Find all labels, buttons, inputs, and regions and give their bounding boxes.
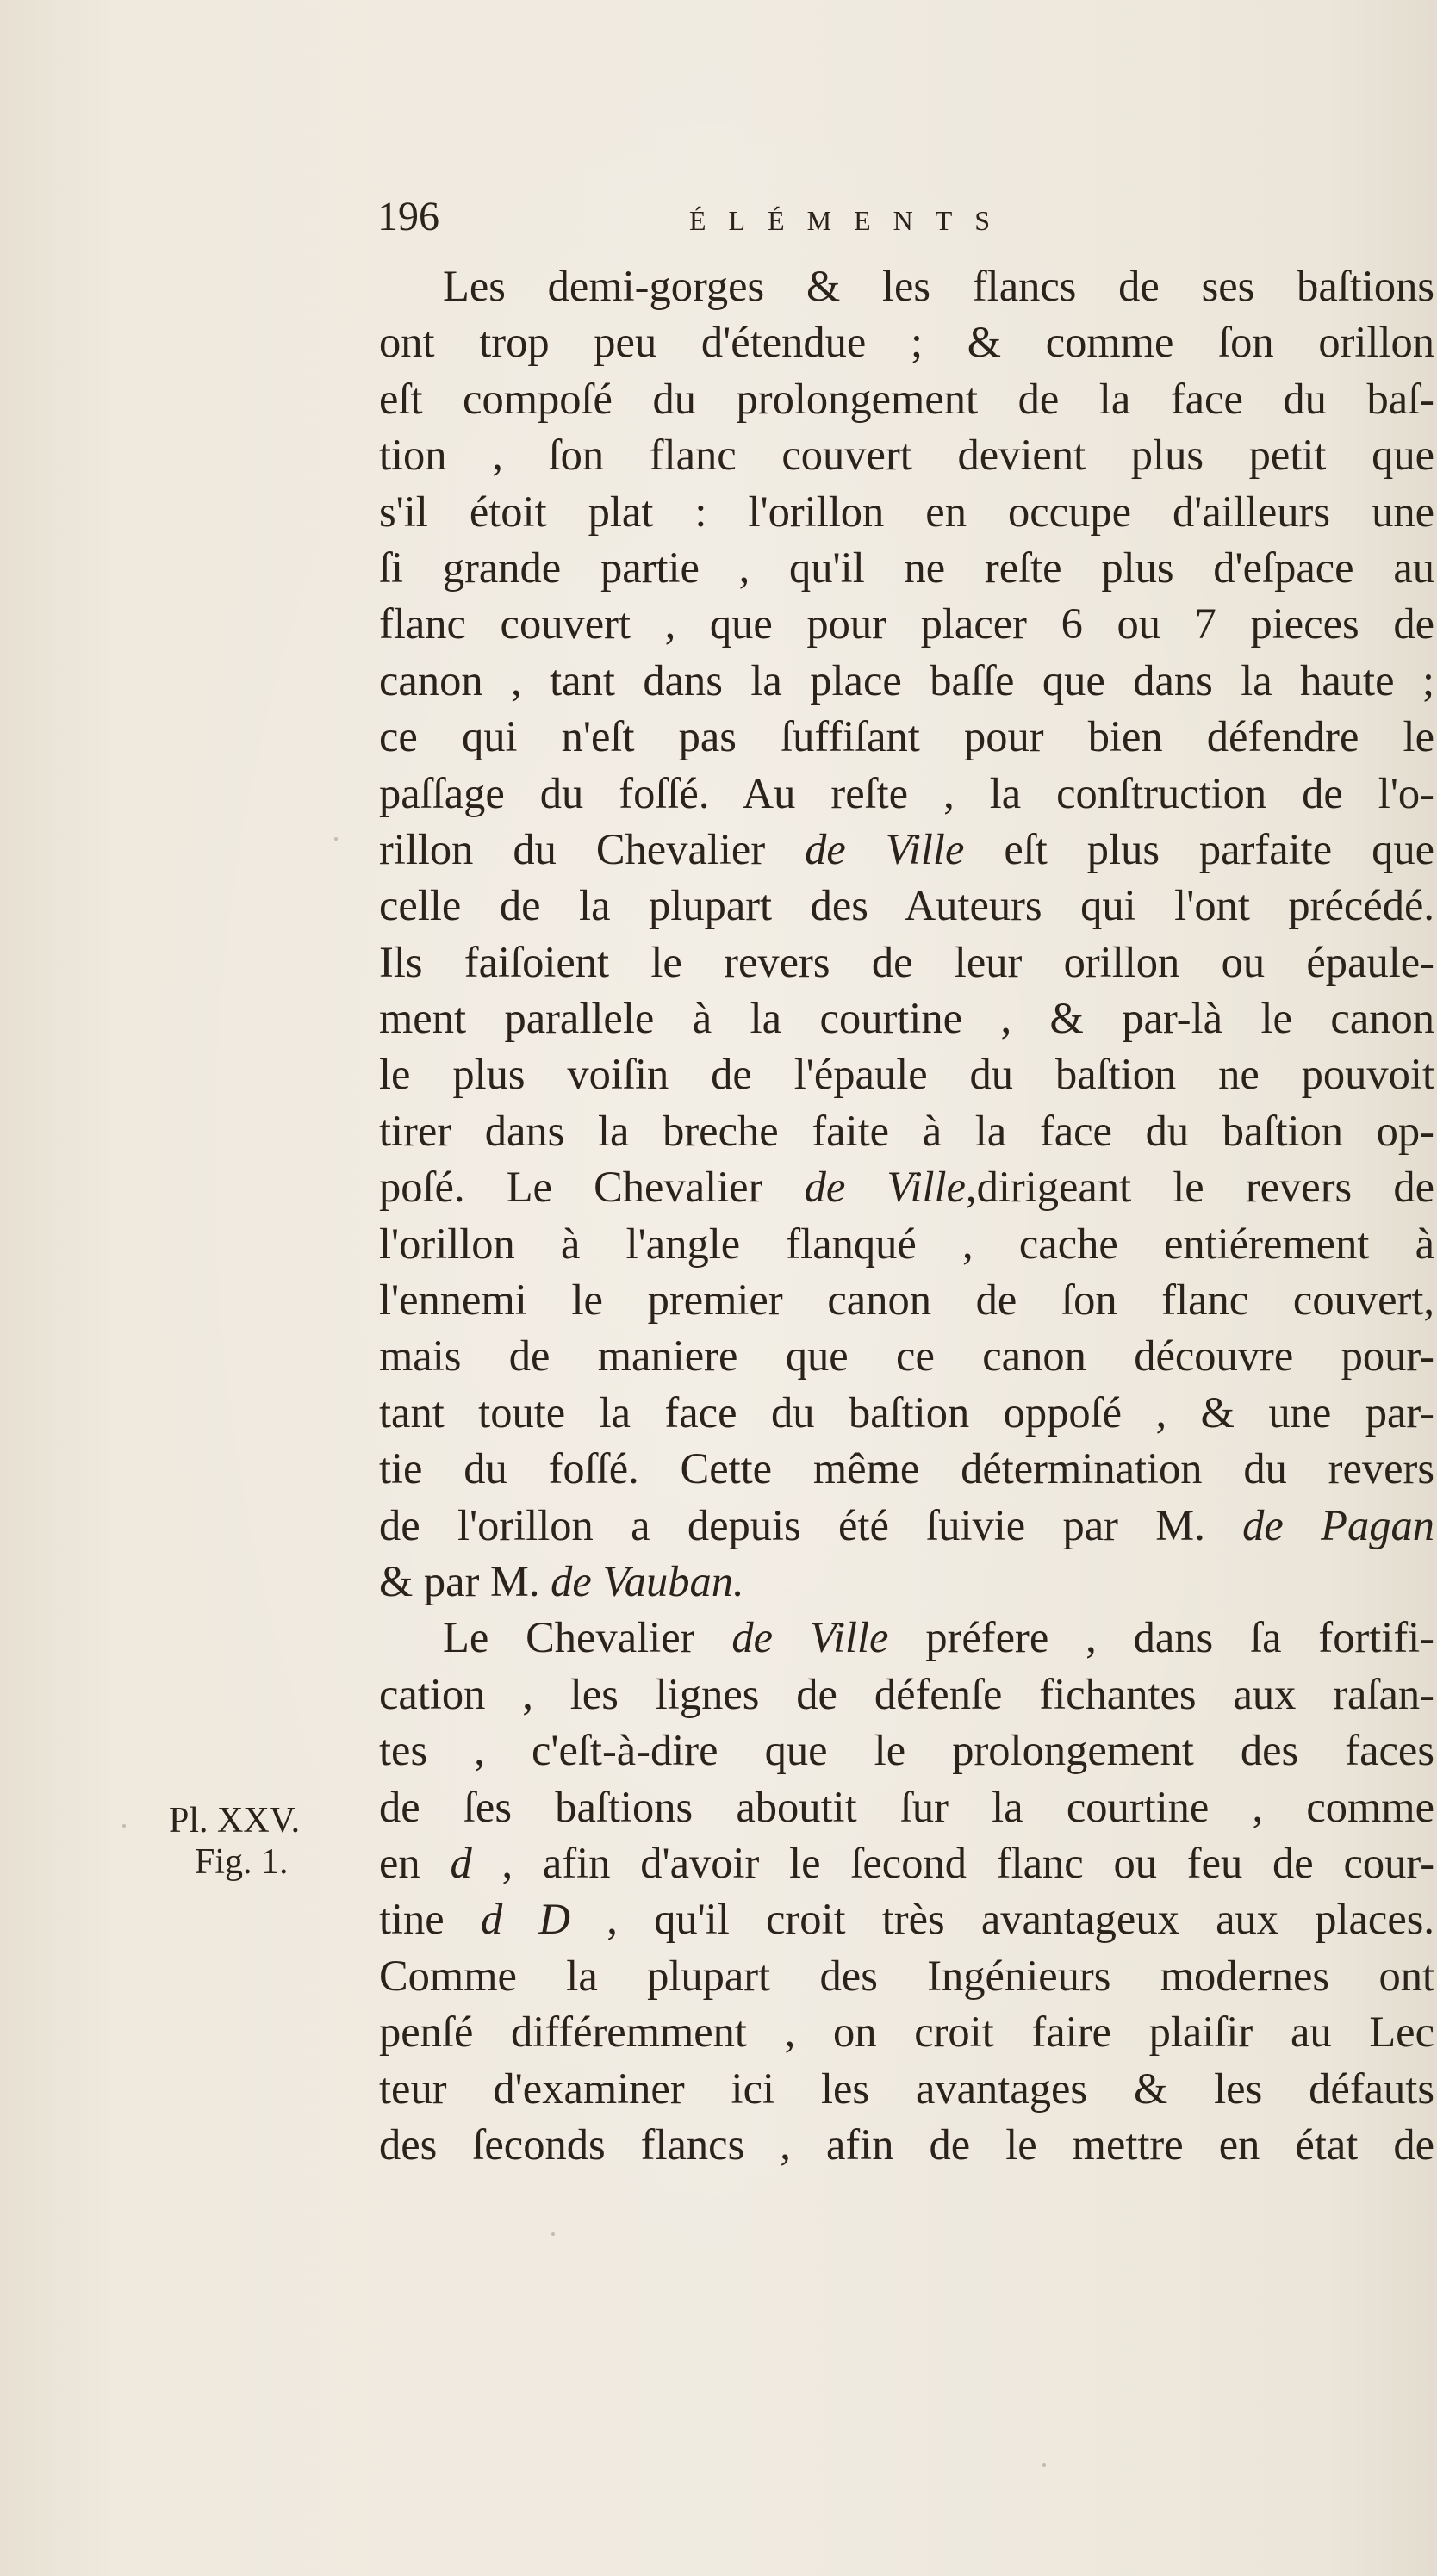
italic-name: de Pagan (1242, 1500, 1435, 1549)
text-line: l'orillon à l'angle flanqué , cache entiérement à (379, 1219, 1434, 1268)
italic-name: de Ville (731, 1613, 889, 1662)
text-line: des ſeconds flancs , afin de le mettre en état de (379, 2120, 1434, 2169)
text-line: penſé différemment , on croit faire plaiſir au Lec (379, 2008, 1434, 2057)
text-line: canon , tant dans la place baſſe que dans la haute ; (379, 655, 1434, 705)
figure-reference: Fig. 1. (195, 1842, 289, 1882)
text-line: flanc couvert , que pour placer 6 ou 7 pieces de (379, 599, 1434, 649)
text-line (379, 1159, 1434, 1215)
italic-name: de Ville (804, 1163, 966, 1212)
italic-name: de Ville (805, 824, 965, 873)
paper-speck (551, 2232, 555, 2236)
text-segment: & par M. (379, 1556, 540, 1605)
text-line: s'il étoit plat : l'orillon en occupe d'ailleurs une (379, 487, 1434, 536)
text-line: Comme la plupart des Ingénieurs modernes ont (379, 1951, 1434, 2000)
italic-letters: d D (480, 1895, 570, 1944)
running-head: ÉLÉMENTS (689, 205, 1013, 236)
text-line: cation , les lignes de défenſe fichantes aux raſan- (379, 1669, 1434, 1718)
text-segment: , afin d'avoir le ſecond flanc ou feu de cour- (501, 1838, 1435, 1887)
text-line: ment parallele à la courtine , & par-là le canon (379, 994, 1434, 1043)
text-line: Ils faiſoient le revers de leur orillon ou épaule- (379, 937, 1434, 986)
page-number: 196 (377, 194, 439, 239)
page-header (370, 196, 1437, 257)
text-segment: préfere , dans ſa fortifi- (925, 1613, 1434, 1662)
text-line: ſi grande partie , qu'il ne reſte plus d'eſpace au (379, 543, 1434, 592)
paragraph-1 (379, 258, 1434, 1610)
text-segment: tine (379, 1895, 445, 1944)
paragraph-2 (379, 1610, 1434, 2173)
text-line (379, 1891, 1434, 1947)
italic-name: de Vauban. (551, 1556, 744, 1605)
text-line: celle de la plupart des Auteurs qui l'ont précédé. (379, 881, 1434, 930)
body-text (379, 258, 1434, 2173)
text-segment: ,dirigeant le revers de (965, 1163, 1434, 1212)
text-line (379, 1835, 1434, 1891)
text-line: teur d'examiner ici les avantages & les défauts (379, 2064, 1434, 2113)
margin-note (169, 1800, 367, 1883)
text-line: tie du foſſé. Cette même détermination du revers (379, 1444, 1434, 1493)
text-segment: Le Chevalier (443, 1613, 695, 1662)
text-line (379, 1610, 1434, 1666)
text-line: ont trop peu d'étendue ; & comme ſon orillon (379, 318, 1434, 367)
text-segment: en (379, 1838, 420, 1887)
text-segment: rillon du Chevalier (379, 824, 766, 873)
text-line: de ſes baſtions aboutit ſur la courtine , comme (379, 1782, 1434, 1831)
text-line: paſſage du foſſé. Au reſte , la conſtruction de l'o- (379, 768, 1434, 817)
text-segment: de l'orillon a depuis été ſuivie par M. (379, 1500, 1205, 1549)
text-segment: eſt plus parfaite que (1004, 824, 1435, 873)
text-segment: poſé. Le Chevalier (379, 1163, 763, 1212)
text-line: tes , c'eſt-à-dire que le prolongement des faces (379, 1726, 1434, 1775)
italic-letter: d (450, 1838, 472, 1887)
text-line: tirer dans la breche faite à la face du baſtion op- (379, 1106, 1434, 1155)
paper-speck (1042, 2463, 1046, 2467)
text-line: l'ennemi le premier canon de ſon flanc couvert, (379, 1276, 1434, 1325)
text-line (379, 822, 1434, 878)
plate-reference: Pl. XXV. (169, 1801, 301, 1840)
text-line: tion , ſon flanc couvert devient plus petit que (379, 431, 1434, 480)
text-line (379, 1498, 1434, 1554)
text-line: mais de maniere que ce canon découvre pour- (379, 1331, 1434, 1381)
text-line: tant toute la face du baſtion oppoſé , & une par- (379, 1387, 1434, 1437)
paper-speck (334, 837, 338, 841)
text-line: ce qui n'eſt pas ſuffiſant pour bien défendre le (379, 712, 1434, 761)
text-line: le plus voiſin de l'épaule du baſtion ne pouvoit (379, 1050, 1434, 1099)
text-line: eſt compoſé du prolongement de la face du baſ- (379, 374, 1434, 423)
text-line: Les demi-gorges & les flancs de ses baſtions (443, 262, 1434, 310)
text-segment: , qu'il croit très avantageux aux places. (607, 1895, 1435, 1944)
paper-speck (122, 1824, 126, 1828)
text-line (379, 1554, 1434, 1610)
